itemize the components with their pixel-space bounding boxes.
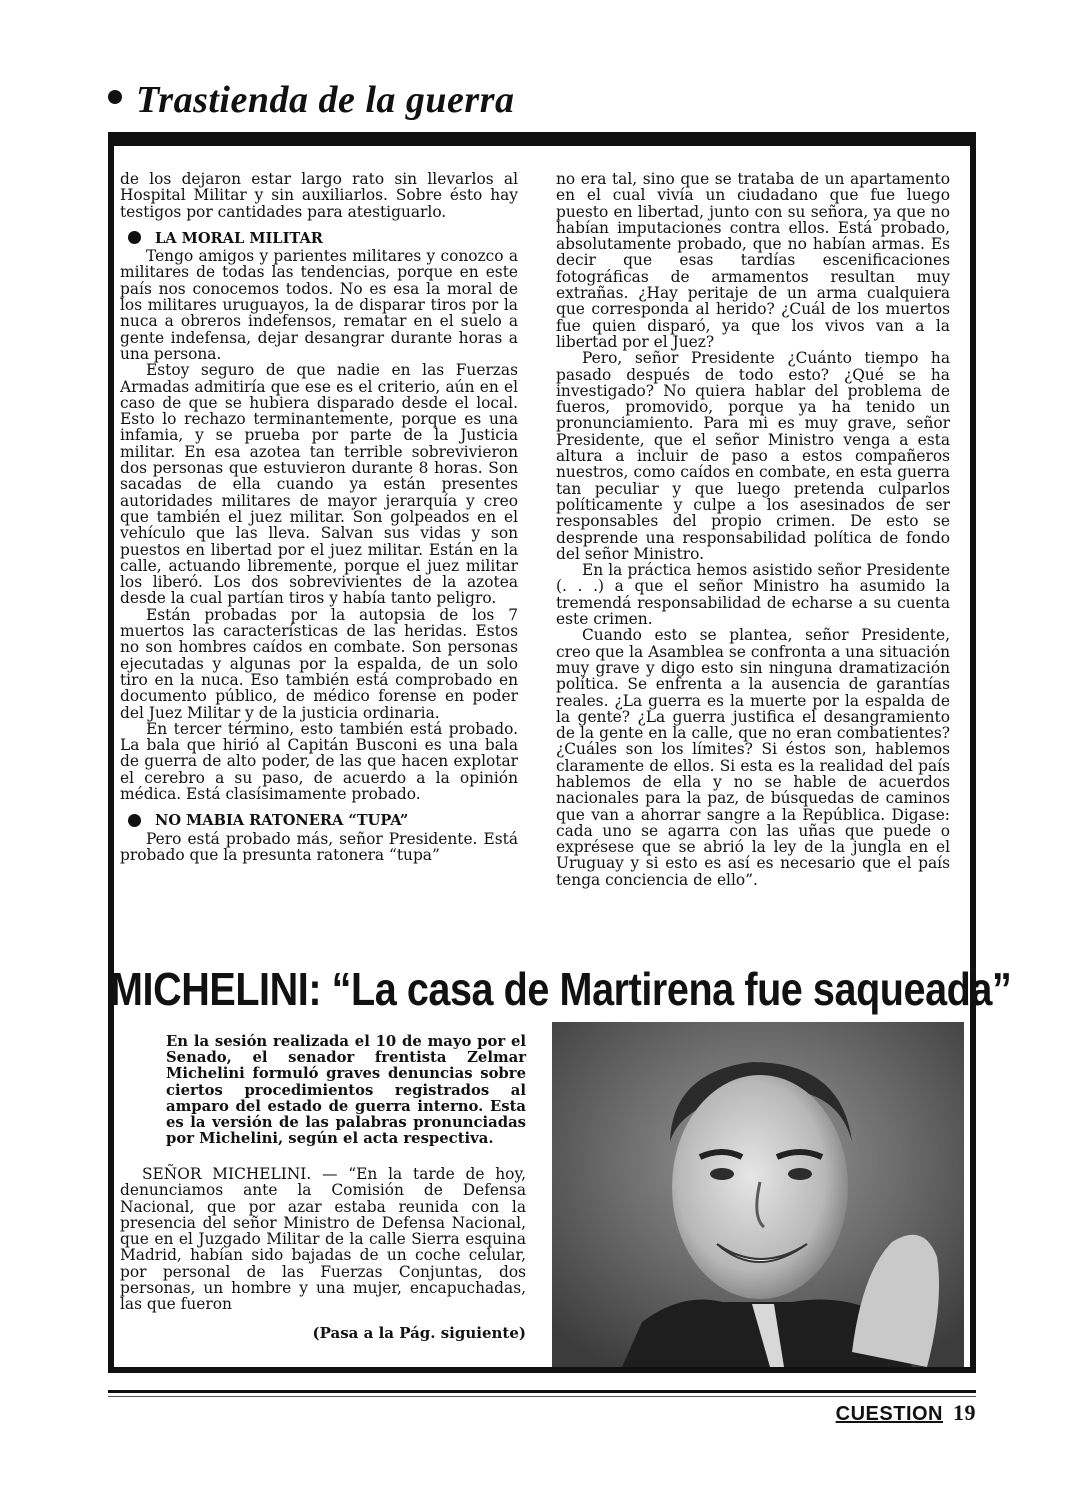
portrait-photo (552, 1022, 964, 1367)
paragraph: Pero, señor Presidente ¿Cuánto tiempo ha pasado después de todo esto? ¿Qué se ha investigado? No quiera hablar del problema de fueros, promovido, porque ya ha tenido un pronunciamiento. Para mi es muy grave, señor Presidente, que el señor Ministro venga a esta altura a incluir de paso a estos compañeros nuestros, como caídos en combate, en esta guerra tan peculiar y que luego pretenda culparlos políticamente y culpe a los asesinados de ser responsables del propio crimen. De esto se desprende una responsabilidad política de fondo del señor Ministro. (556, 349, 950, 563)
subheading-text: LA MORAL MILITAR (155, 229, 323, 247)
paragraph: Cuando esto se plantea, señor Presidente, creo que la Asamblea se confronta a una situación muy grave y digo esto sin ninguna dramatización política. Se enfrenta a la ausencia de garantías reales. ¿La guerra es la muerte por la espalda de la gente? ¿La guerra justifica el desangramiento de la gente en la calle, que no eran combatientes? ¿Cuáles son los límites? Si éstos son, hablemos claramente de ellos. Si esta es la realidad del país hablemos de ella y no se hable de acuerdos nacionales para la paz, de búsquedas de caminos que van a ahorrar sangre a la República. Digase: cada uno se agarra con las uñas que puede o exprésese que se abrió la ley de la jungla en el Uruguay y si esto es así es necesario que el país tenga conciencia de ello”. (556, 626, 950, 889)
paragraph: de los dejaron estar largo rato sin llevarlos al Hospital Militar y sin auxiliarlos. Sobre ésto hay testigos por cantidades para atestiguarlo. (120, 170, 518, 221)
section-header (108, 78, 515, 122)
subheading (120, 231, 518, 247)
paragraph: SEÑOR MICHELINI. — “En la tarde de hoy, denunciamos ante la Comisión de Defensa Nacional, que por azar estaba reunida con la presencia del señor Ministro de Defensa Nacional, que en el Juzgado Militar de la calle Sierra esquina Madrid, habían sido bajadas de un coche celular, por personal de las Fuerzas Conjuntas, dos personas, un hombre y una mujer, encapuchadas, las que fueron (120, 1165, 526, 1314)
page-number: 19 (953, 1400, 976, 1425)
subheading (120, 813, 518, 829)
magazine-name: CUESTION (835, 1403, 943, 1425)
paragraph: En la práctica hemos asistido señor Presidente (. . .) a que el señor Ministro ha asumido la tremendá responsabilidad de echarse a su cuenta este crimen. (556, 561, 950, 629)
headline: MICHELINI: “La casa de Martirena fue saqueada” (110, 963, 1012, 1015)
footer-rule-thin (108, 1396, 976, 1397)
page-footer (836, 1400, 976, 1426)
footer-rule (108, 1390, 976, 1393)
intro-paragraph: En la sesión realizada el 10 de mayo por el Senado, el senador frentista Zelmar Michelini formuló graves denuncias sobre ciertos procedimientos registrados al amparo del estado de guerra interno. Esta es la versión de las palabras pronunciadas por Michelini, según el acta respectiva. (166, 1033, 526, 1148)
left-column (120, 171, 518, 863)
bullet-icon (128, 814, 141, 827)
section-title: Trastienda de la guerra (136, 79, 515, 121)
paragraph: Están probadas por la autopsia de los 7 muertos las características de las heridas. Estos no son hombres caídos en combate. Son personas ejecutadas y algunas por la espalda, de un solo tiro en la nuca. Eso también está comprobado en documento público, de médico forense en poder del Juez Militar y de la justicia ordinaria. (120, 605, 518, 722)
paragraph: En tercer término, esto también está probado. La bala que hirió al Capitán Busconi es una bala de guerra de alto poder, de las que hacen explotar el cerebro a su paso, de acuerdo a la opinión médica. Está clasísimamente probado. (120, 719, 518, 803)
bullet-icon (128, 231, 141, 244)
paragraph: Estoy seguro de que nadie en las Fuerzas Armadas admitiría que ese es el criterio, aún en el caso de que se hubiera disparado desde el local. Esto lo rechazo terminantemente, porque es una infamia, y se prueba por parte de la Justicia militar. En esa azotea tan terrible sobrevivieron dos personas que estuvieron durante 8 horas. Son sacadas de ella cuando ya están presentes autoridades militares de mayor jerarquía y creo que también el juez militar. Son golpeados en el vehículo que las lleva. Salvan sus vidas y son puestos en libertad por el juez militar. Están en la calle, actuando libremente, porque el juez militar los liberó. Los dos sobrevivientes de la azotea desde la cual partían tiros y había tanto peligro. (120, 361, 518, 608)
paragraph: Tengo amigos y parientes militares y conozco a militares de todas las tendencias, porque en este país nos conocemos todos. No es esa la moral de los militares uruguayos, la de disparar tiros por la nuca a obreros indefensos, rematar en el suelo a gente indefensa, dejar desangrar durante horas a una persona. (120, 247, 518, 363)
right-column (556, 171, 950, 888)
continued-note: (Pasa a la Pág. siguiente) (312, 1324, 526, 1342)
paragraph: Pero está probado más, señor Presidente. Está probado que la presunta ratonera “tupa” (120, 829, 518, 864)
subheading-text: NO MABIA RATONERA “TUPA” (155, 812, 409, 830)
portrait-graphic (552, 1022, 964, 1367)
bullet-icon (108, 90, 122, 104)
paragraph: no era tal, sino que se trataba de un apartamento en el cual vivía un ciudadano que fue luego puesto en libertad, junto con su señora, ya que no habían imputaciones contra ellos. Está probado, absolutamente probado, que no habían armas. Es decir que esas tardías escenificaciones fotográficas de armamentos resultan muy extrañas. ¿Hay peritaje de un arma cualquiera que corresponda al herido? ¿Cuál de los muertos fue quien disparó, ya que los vivos van a la libertad por el Juez? (556, 170, 950, 351)
speech-paragraph (120, 1166, 526, 1313)
